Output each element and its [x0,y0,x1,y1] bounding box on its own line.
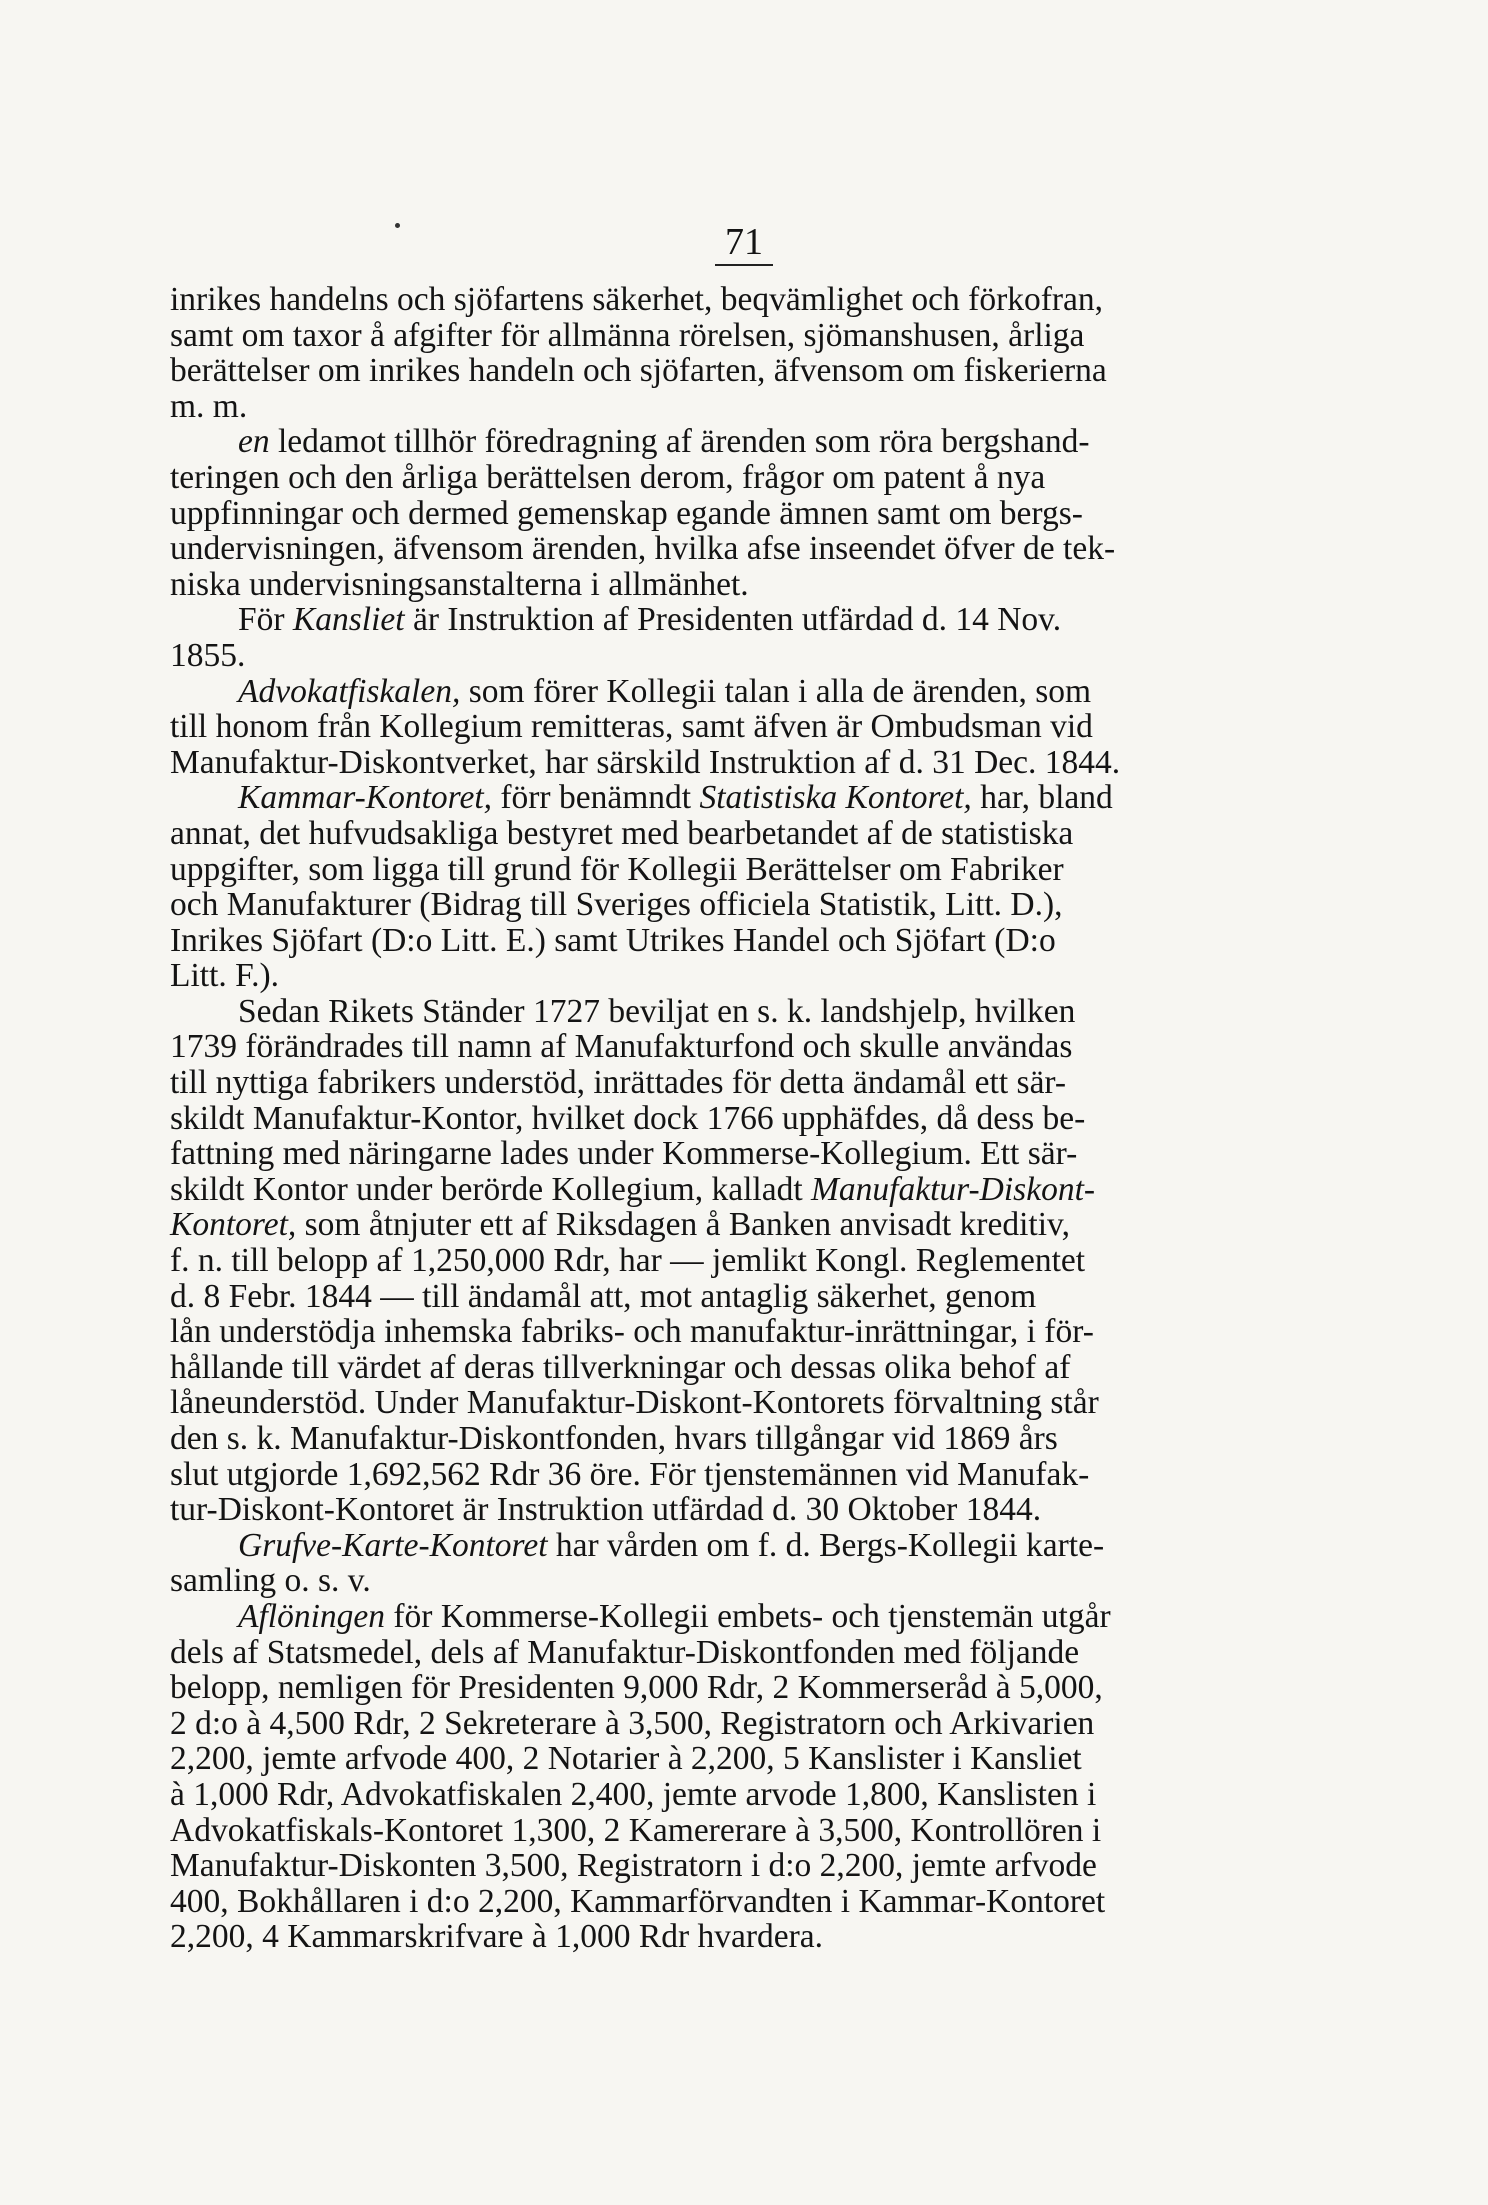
text-line [170,1635,1260,1671]
text-line [170,1065,1260,1101]
text-line [170,1136,1260,1172]
line-text: den s. k. Manufaktur-Diskontfonden, hvars tillgångar vid 1869 års [170,1420,1058,1457]
line-text: undervisningen, äfvensom ärenden, hvilka afse inseendet öfver de tek- [170,530,1116,568]
text-line [170,318,1260,354]
text-line [170,567,1260,603]
line-text: 1739 förändrades till namn af Manufakturfond och skulle användas [170,1028,1073,1066]
italic-term: Kansliet [292,601,405,639]
text-line [170,1599,1260,1635]
line-text: skildt Manufaktur-Kontor, hvilket dock 1766 upphäfdes, då dess be- [170,1099,1086,1137]
line-text: tur-Diskont-Kontoret är Instruktion utfärdad d. 30 Oktober 1844. [170,1491,1042,1529]
line-text: f. n. till belopp af 1,250,000 Rdr, har — jemlikt Kongl. Reglementet [170,1242,1086,1280]
line-text: dels af Statsmedel, dels af Manufaktur-Diskontfonden med följande [170,1633,1080,1671]
line-text: uppgifter, som ligga till grund för Kollegii Berättelser om Fabriker [170,850,1064,888]
text-line [170,1279,1260,1315]
text-line [170,745,1260,781]
line-text: till honom från Kollegium remitteras, samt äfven är Ombudsman vid [170,708,1093,746]
text-line [170,496,1260,532]
italic-term: Kontoret, [170,1206,297,1244]
text-line [170,1706,1260,1742]
line-text: fattning med näringarne lades under Kommerse-Kollegium. Ett sär- [170,1135,1078,1173]
line-text: 1855. [170,636,246,674]
line-text: till nyttiga fabrikers understöd, inrättades för detta ändamål ett sär- [170,1064,1067,1102]
text-line [170,1563,1260,1599]
text-line [170,923,1260,959]
text-line [170,1670,1260,1706]
page-number-text: 71 [715,222,773,266]
line-text: teringen och den årliga berättelsen derom, frågor om patent å nya [170,458,1046,496]
text-line [170,1172,1260,1208]
italic-term: Statistiska Kontoret, [699,779,972,817]
text-line [170,852,1260,888]
text-line [170,816,1260,852]
line-text: 400, Bokhållaren i d:o 2,200, Kammarförvandten i Kammar-Kontoret [170,1882,1106,1920]
body-text [170,282,1260,1955]
text-line [170,1350,1260,1386]
line-text: har vården om f. d. Bergs-Kollegii karte- [547,1526,1105,1564]
line-text: annat, det hufvudsakliga bestyret med bearbetandet af de statistiska [170,814,1074,852]
text-line [170,1884,1260,1920]
text-line [170,1207,1260,1243]
line-text: niska undervisningsanstalterna i allmänhet. [170,565,749,603]
line-text: har, bland [971,779,1113,817]
line-text: ledamot tillhör föredragning af ärenden som röra bergshand- [269,423,1090,461]
text-line [170,994,1260,1030]
text-line [170,1741,1260,1777]
line-text: Manufaktur-Diskontverket, har särskild Instruktion af d. 31 Dec. 1844. [170,743,1121,781]
line-text: förr benämndt [492,779,700,817]
line-text: är Instruktion af Presidenten utfärdad d. 14 Nov. [404,601,1062,639]
line-text: d. 8 Febr. 1844 — till ändamål att, mot antaglig säkerhet, genom [170,1277,1037,1315]
line-text: hållande till värdet af deras tillverkningar och dessas olika behof af [170,1348,1071,1386]
text-line [170,1848,1260,1884]
line-text: låneunderstöd. Under Manufaktur-Diskont-Kontorets förvaltning står [170,1384,1099,1422]
text-line [170,1421,1260,1457]
text-line [170,282,1260,318]
page-number [0,222,1488,266]
text-line [170,709,1260,745]
line-text: berättelser om inrikes handeln och sjöfarten, äfvensom om fiskerierna [170,352,1107,390]
line-text: skildt Kontor under berörde Kollegium, kalladt [170,1170,812,1208]
line-text: uppfinningar och dermed gemenskap egande ämnen samt om bergs- [170,494,1083,532]
text-line [170,602,1260,638]
line-text: 2,200, 4 Kammarskrifvare à 1,000 Rdr hvardera. [170,1918,824,1956]
line-text: inrikes handelns och sjöfartens säkerhet, beqvämlighet och förkofran, [170,281,1104,318]
text-line [170,1243,1260,1279]
text-line [170,1457,1260,1493]
text-line [170,1777,1260,1813]
line-text: Litt. F.). [170,957,279,995]
line-text: belopp, nemligen för Presidenten 9,000 Rdr, 2 Kommerseråd à 5,000, [170,1669,1103,1707]
text-line [170,674,1260,710]
line-text: Manufaktur-Diskonten 3,500, Registratorn i d:o 2,200, jemte arfvode [170,1847,1097,1885]
text-line [170,389,1260,425]
text-line [170,1492,1260,1528]
line-text: Sedan Rikets Ständer 1727 beviljat en s. k. landshjelp, hvilken [238,992,1076,1030]
italic-term: Kammar-Kontoret, [238,779,492,817]
line-text: slut utgjorde 1,692,562 Rdr 36 öre. För tjenstemännen vid Manufak- [170,1455,1090,1493]
line-text: som förer Kollegii talan i alla de ärenden, som [460,672,1092,710]
line-text: samt om taxor å afgifter för allmänna rörelsen, sjömanshusen, årliga [170,316,1085,354]
line-text: Advokatfiskals-Kontoret 1,300, 2 Kamererare à 3,500, Kontrollören i [170,1811,1102,1849]
italic-term: Grufve-Karte-Kontoret [238,1526,548,1564]
line-text: för Kommerse-Kollegii embets- och tjenstemän utgår [385,1597,1111,1635]
line-text: samling o. s. v. [170,1562,371,1600]
text-line [170,1813,1260,1849]
italic-term: Aflöningen [238,1597,386,1635]
line-text: lån understödja inhemska fabriks- och manufaktur-inrättningar, i för- [170,1313,1094,1351]
italic-term: Advokatfiskalen, [238,672,461,710]
text-line [170,353,1260,389]
line-text: som åtnjuter ett af Riksdagen å Banken anvisadt kreditiv, [296,1206,1070,1244]
text-line [170,1919,1260,1955]
text-line [170,1385,1260,1421]
text-line [170,887,1260,923]
text-line [170,1029,1260,1065]
text-line [170,460,1260,496]
text-line [170,780,1260,816]
line-text: Inrikes Sjöfart (D:o Litt. E.) samt Utrikes Handel och Sjöfart (D:o [170,921,1056,959]
text-line [170,424,1260,460]
line-text: m. m. [170,387,248,425]
line-text: och Manufakturer (Bidrag till Sveriges officiela Statistik, Litt. D.), [170,886,1063,924]
line-text: 2,200, jemte arfvode 400, 2 Notarier à 2,200, 5 Kanslister i Kansliet [170,1740,1082,1778]
line-text: 2 d:o à 4,500 Rdr, 2 Sekreterare à 3,500, Registratorn och Arkivarien [170,1704,1095,1742]
italic-term: Manufaktur-Diskont- [811,1170,1096,1208]
line-text: För [238,601,293,639]
text-line [170,638,1260,674]
text-line [170,1314,1260,1350]
text-line [170,531,1260,567]
italic-term: en [238,423,270,461]
text-line [170,1101,1260,1137]
text-line [170,1528,1260,1564]
line-text: à 1,000 Rdr, Advokatfiskalen 2,400, jemte arvode 1,800, Kanslisten i [170,1775,1097,1813]
text-line [170,958,1260,994]
